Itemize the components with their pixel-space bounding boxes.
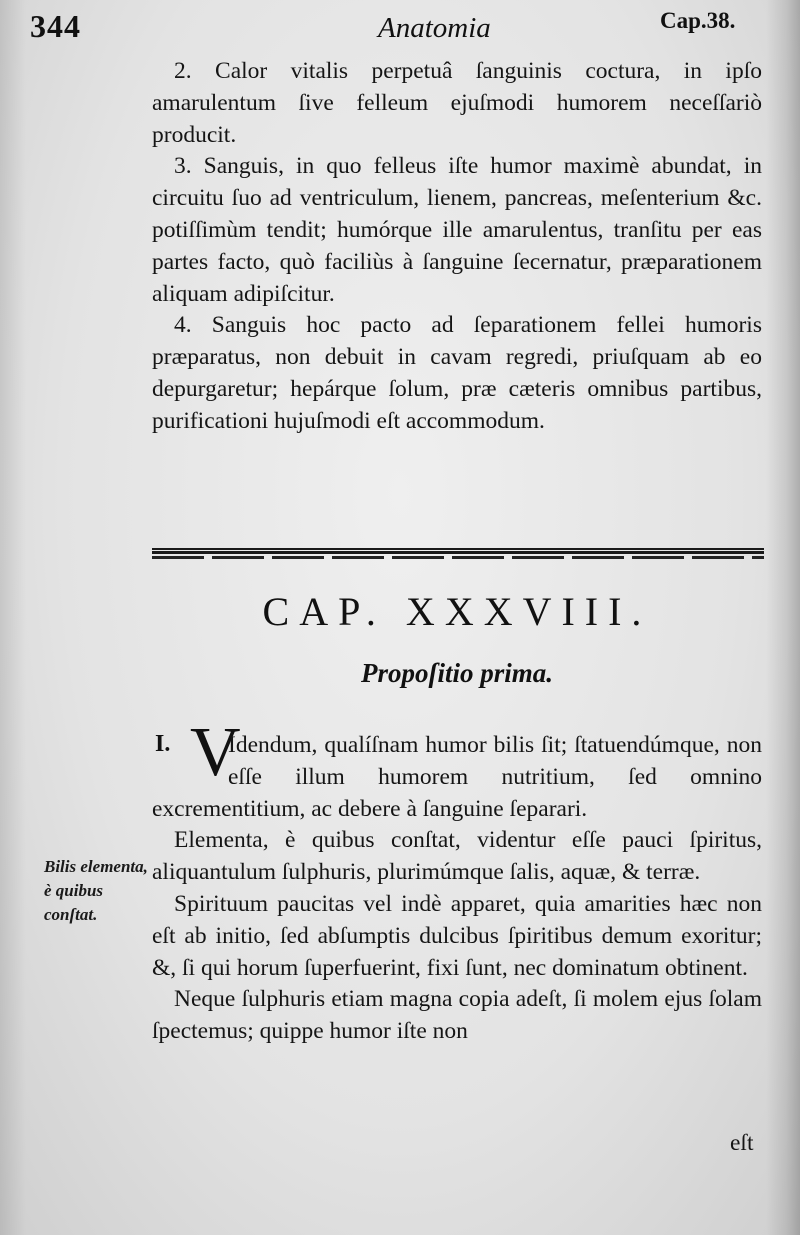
paragraph-3: 3. Sanguis, in quo felleus iſte humor maximè abundat, in circuitu ſuo ad ventriculum, lienem, pancreas, meſenterium &c. potiſſimùm tendit; humórque ille amarulentus, tranſitu per eas partes facto, quò faciliùs à ſanguine ſecernatur, præparationem aliquam adipiſcitur.: [152, 153, 762, 307]
section-number: I.: [155, 731, 171, 757]
previous-chapter-text: [152, 56, 762, 438]
section-divider: [152, 548, 764, 554]
catchword: eſt: [730, 1130, 754, 1156]
drop-initial: V: [190, 714, 241, 791]
page-gutter-shadow: [0, 0, 26, 1235]
chapter-heading: CAP. XXXVIII.: [262, 589, 652, 634]
chapter-text: [152, 730, 762, 1048]
page-edge-shadow: [766, 0, 800, 1235]
paragraph-spirits: Spirituum paucitas vel indè apparet, quia amarities hæc non eſt ab initio, ſed abſumptis dulcibus ſpiritibus demum exoritur; &, ſi qui horum ſuperfuerint, fixi ſunt, nec dominatum obtinent.: [152, 890, 762, 981]
paragraph-elements: Elementa, è quibus conſtat, videntur eſſe pauci ſpiritus, aliquantulum ſulphuris, plurimúmque ſalis, aquæ, & terræ.: [152, 827, 762, 886]
chapter-reference: Cap.38.: [660, 8, 736, 33]
paragraph-2: 2. Calor vitalis perpetuâ ſanguinis coctura, in ipſo amarulentum ſive felleum ejuſmodi humorem neceſſariò producit.: [152, 58, 762, 148]
margin-note: Bilis elementa, è quibus conſtat.: [44, 857, 148, 924]
paragraph-sulphur: Neque ſulphuris etiam magna copia adeſt, ſi molem ejus ſolam ſpectemus; quippe humor iſte non: [152, 986, 762, 1045]
paragraph-1: [152, 730, 762, 825]
paragraph-4: 4. Sanguis hoc pacto ad ſeparationem fellei humoris præparatus, non debuit in cavam regredi, priuſquam ab eo depurgaretur; hepárque ſolum, præ cæteris omnibus partibus, purificationi hujuſmodi eſt accommodum.: [152, 312, 762, 434]
proposition-title: Propoſitio prima.: [360, 658, 553, 688]
initial-space: [152, 730, 228, 792]
section-divider-ornament: [152, 556, 764, 559]
running-title: Anatomia: [378, 12, 491, 44]
paragraph-1-text: Idendum, qualíſnam humor bilis ſit; ſtatuendúmque, non eſſe illum humorem nutritium, ſed omnino excrementitium, ac debere à ſanguine ſeparari.: [152, 732, 762, 822]
page-number: 344: [30, 8, 81, 44]
